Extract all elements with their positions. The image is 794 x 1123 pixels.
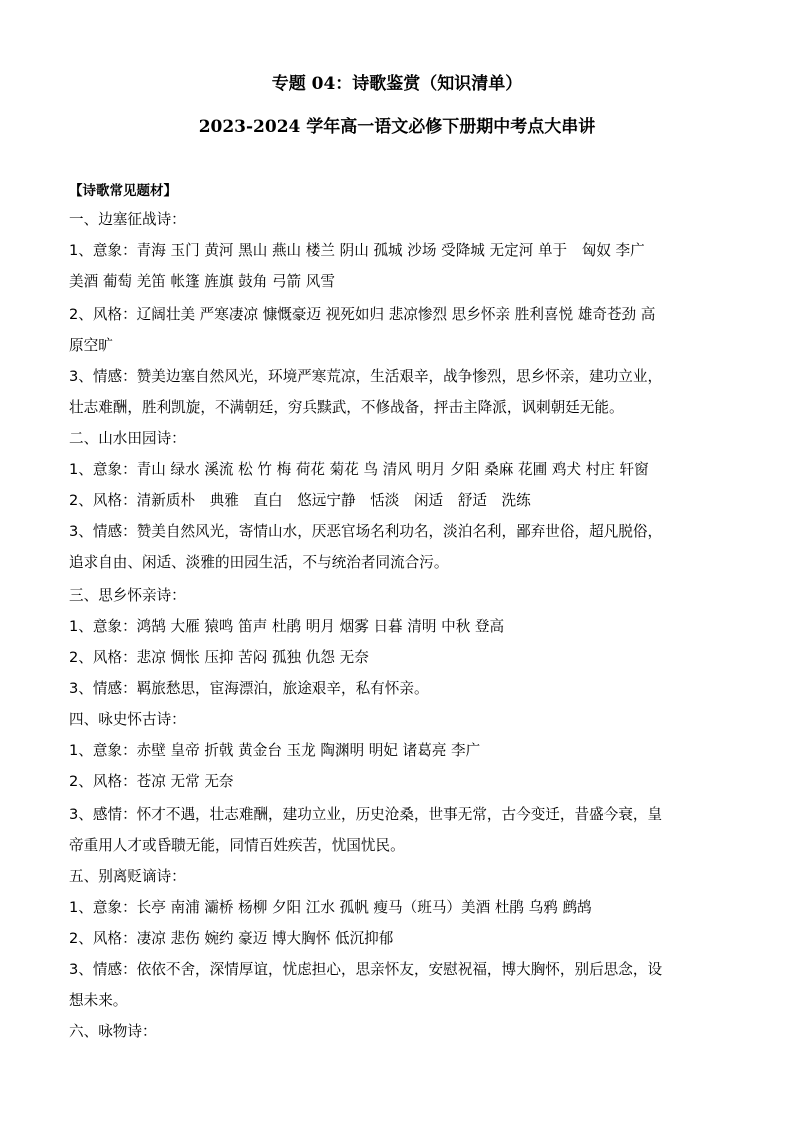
text-line: 3、感情：怀才不遇，壮志难酬，建功立业，历史沧桑，世事无常，古今变迁，昔盛今衰，皇 (69, 806, 663, 823)
text-line: 3、情感：赞美自然风光，寄情山水，厌恶官场名利功名，淡泊名利，鄙弃世俗，超凡脱俗， (69, 523, 663, 540)
text-line: 3、情感：依依不舍，深情厚谊，忧虑担心，思亲怀友，安慰祝福，博大胸怀，别后思念，设 (69, 961, 663, 978)
text-line: 1、意象：长亭 南浦 灞桥 杨柳 夕阳 江水 孤帆 瘦马（班马）美酒 杜鹃 乌鸦 鹧鸪 (69, 899, 592, 916)
text-line: 帝重用人才或昏聩无能，同情百姓疾苦，忧国忧民。 (69, 837, 405, 854)
text-line: 2、风格：苍凉 无常 无奈 (69, 773, 234, 790)
text-line: 3、情感：羁旅愁思，宦海漂泊，旅途艰辛，私有怀亲。 (69, 680, 429, 697)
text-line: 美酒 葡萄 羌笛 帐篷 旌旗 鼓角 弓箭 风雪 (69, 273, 335, 290)
text-line: 一、边塞征战诗： (69, 211, 186, 228)
text-line: 五、别离贬谪诗： (69, 868, 186, 885)
document-subtitle: 2023-2024 学年高一语文必修下册期中考点大串讲 (198, 117, 596, 137)
text-line: 壮志难酬，胜利凯旋，不满朝廷，穷兵黩武，不修战备，抨击主降派，讽刺朝廷无能。 (69, 399, 624, 416)
text-line: 原空旷 (69, 337, 113, 354)
text-line: 2、风格：悲凉 惆怅 压抑 苦闷 孤独 仇怨 无奈 (69, 649, 369, 666)
text-line: 2、风格：凄凉 悲伤 婉约 豪迈 博大胸怀 低沉抑郁 (69, 930, 394, 947)
text-line: 1、意象：青海 玉门 黄河 黑山 燕山 楼兰 阴山 孤城 沙场 受降城 无定河 单于 匈奴 李广 (69, 242, 645, 259)
document-title: 专题 04：诗歌鉴赏（知识清单） (271, 74, 523, 94)
text-line: 二、山水田园诗： (69, 430, 186, 447)
text-line: 1、意象：青山 绿水 溪流 松 竹 梅 荷花 菊花 鸟 清风 明月 夕阳 桑麻 花圃 鸡犬 村庄 轩窗 (69, 461, 649, 478)
text-line: 想未来。 (69, 992, 128, 1009)
text-line: 2、风格：清新质朴 典雅 直白 悠远宁静 恬淡 闲适 舒适 洗练 (69, 492, 531, 509)
text-line: 三、思乡怀亲诗： (69, 587, 186, 604)
text-line: 六、咏物诗： (69, 1023, 157, 1040)
text-line: 2、风格：辽阔壮美 严寒凄凉 慷慨豪迈 视死如归 悲凉惨烈 思乡怀亲 胜利喜悦 雄奇苍劲 高 (69, 306, 656, 323)
text-line: 3、情感：赞美边塞自然风光，环境严寒荒凉，生活艰辛，战争惨烈，思乡怀亲，建功立业， (69, 368, 663, 385)
text-line: 1、意象：赤壁 皇帝 折戟 黄金台 玉龙 陶渊明 明妃 诸葛亮 李广 (69, 742, 481, 759)
section-heading: 【诗歌常见题材】 (69, 183, 177, 199)
text-line: 四、咏史怀古诗： (69, 711, 186, 728)
text-line: 追求自由、闲适、淡雅的田园生活，不与统治者同流合污。 (69, 554, 449, 571)
text-line: 1、意象：鸿鹄 大雁 猿鸣 笛声 杜鹃 明月 烟雾 日暮 清明 中秋 登高 (69, 618, 505, 635)
